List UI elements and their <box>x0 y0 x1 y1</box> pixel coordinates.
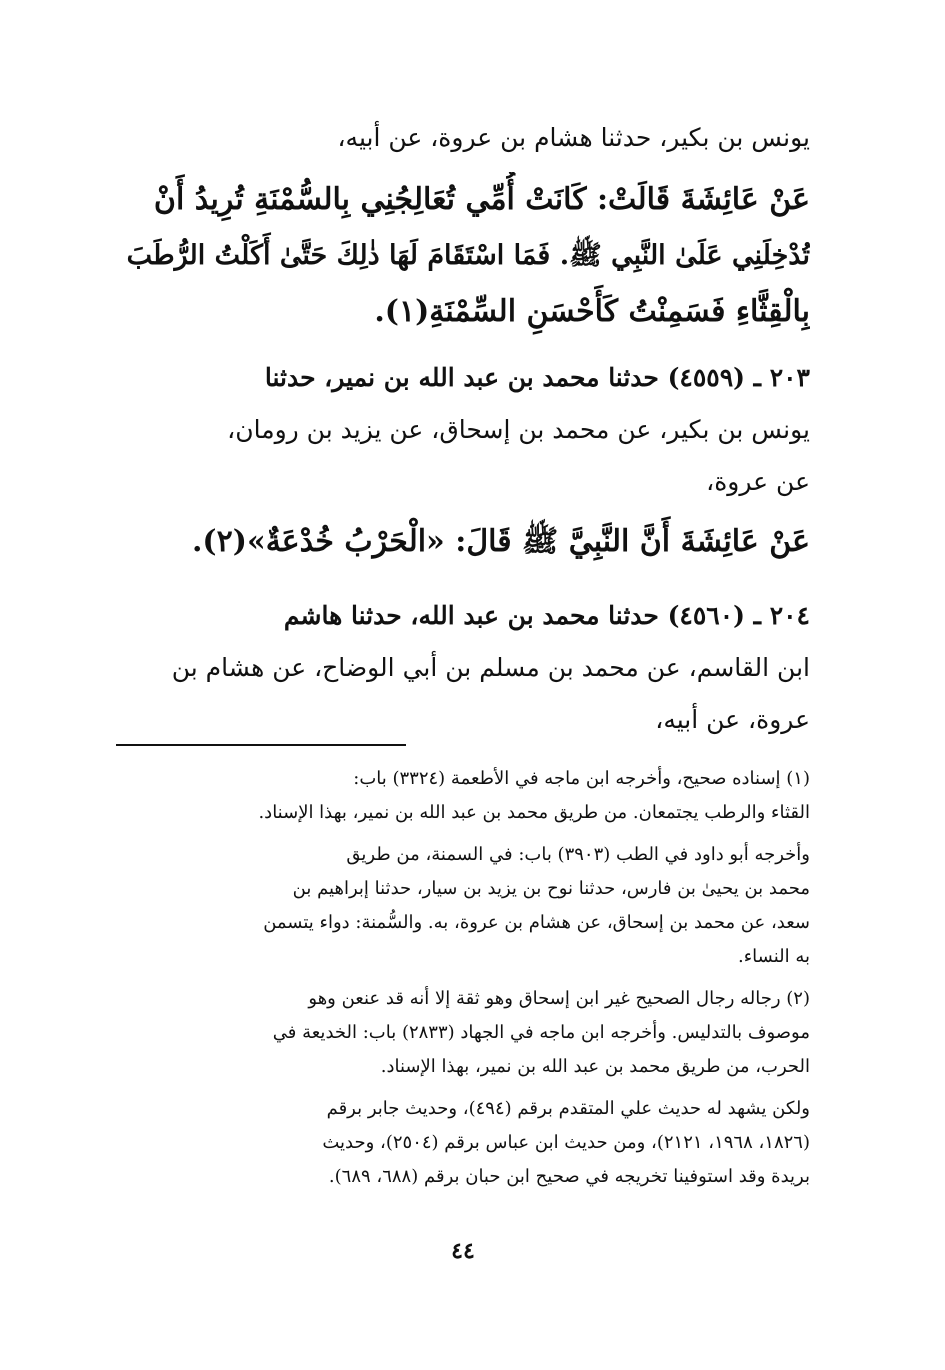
footnote-line: الحرب، من طريق محمد بن عبد الله بن نمير، بهذا الإسناد. <box>380 1056 810 1077</box>
footnote-line: محمد بن يحيىٰ بن فارس، حدثنا نوح بن يزيد بن سيار، حدثنا إبراهيم بن <box>292 878 810 899</box>
footnote-line: به النساء. <box>737 946 810 967</box>
footnote-line: ولكن يشهد له حديث علي المتقدم برقم (٤٩٤)، وحديث جابر برقم <box>326 1098 810 1119</box>
text-line: عَنْ عَائِشَةَ أَنَّ النَّبِيَّ ﷺ قَالَ: «الْحَرْبُ خُدْعَةٌ»(٢). <box>191 524 810 559</box>
footnote-1-continuation <box>116 838 810 974</box>
text-line: عروة، عن أبيه، <box>655 705 810 734</box>
isnad-continuation <box>116 112 810 164</box>
book-page <box>116 0 810 1370</box>
footnote-line: القثاء والرطب يجتمعان. من طريق محمد بن عبد الله بن نمير، بهذا الإسناد. <box>258 802 810 823</box>
text-line: تُدْخِلَنِي عَلَىٰ النَّبِي ﷺ. فَمَا اسْتَقَامَ لَهَا ذٰلِكَ حَتَّىٰ أَكَلْتُ الرُّطَبَ <box>126 240 810 271</box>
text-line: ٢٠٤ ـ (٤٥٦٠) حدثنا محمد بن عبد الله، حدثنا هاشم <box>283 601 810 630</box>
footnote-2 <box>116 982 810 1084</box>
footnote-1 <box>116 762 810 830</box>
footnote-separator <box>116 744 406 746</box>
text-line: عن عروة، <box>706 467 810 496</box>
footnote-line: موصوف بالتدليس. وأخرجه ابن ماجه في الجهاد (٢٨٣٣) باب: الخديعة في <box>272 1022 810 1043</box>
hadith-entry-203 <box>116 352 810 508</box>
footnote-line: بريدة وقد استوفينا تخريجه في صحيح ابن حبان برقم (٦٨٨، ٦٨٩). <box>328 1166 810 1187</box>
text-line: ابن القاسم، عن محمد بن مسلم بن أبي الوضاح، عن هشام بن <box>171 653 810 682</box>
footnote-line: (١٨٢٦، ١٩٦٨، ٢١٢١)، ومن حديث ابن عباس برقم (٢٥٠٤)، وحديث <box>322 1132 810 1153</box>
hadith-text-2 <box>116 514 810 570</box>
text-line: يونس بن بكير، عن محمد بن إسحاق، عن يزيد بن رومان، <box>227 415 810 444</box>
footnote-line: وأخرجه أبو داود في الطب (٣٩٠٣) باب: في السمنة، من طريق <box>346 844 810 865</box>
hadith-entry-204 <box>116 590 810 746</box>
footnote-line: (١) إسناده صحيح، وأخرجه ابن ماجه في الأطعمة (٣٣٢٤) باب: <box>353 768 810 789</box>
hadith-text-1 <box>116 172 810 340</box>
text-line: عَنْ عَائِشَةَ قَالَتْ: كَانَتْ أُمِّي تُعَالِجُنِي بِالسُّمْنَةِ تُرِيدُ أَنْ <box>153 182 810 217</box>
page-number: ٤٤ <box>451 1238 475 1264</box>
text-line: يونس بن بكير، حدثنا هشام بن عروة، عن أبيه، <box>337 123 810 152</box>
text-line: ٢٠٣ ـ (٤٥٥٩) حدثنا محمد بن عبد الله بن نمير، حدثنا <box>264 363 810 392</box>
footnote-line: سعد، عن محمد بن إسحاق، عن هشام بن عروة، به. والسُّمنة: دواء يتسمن <box>263 912 810 933</box>
footnotes <box>116 762 810 1194</box>
footnote-line: (٢) رجاله رجال الصحيح غير ابن إسحاق وهو ثقة إلا أنه قد عنعن وهو <box>308 988 810 1009</box>
text-line: بِالْقِثَّاءِ فَسَمِنْتُ كَأَحْسَنِ السِّمْنَةِ(١). <box>374 294 810 329</box>
footnote-2-continuation <box>116 1092 810 1194</box>
